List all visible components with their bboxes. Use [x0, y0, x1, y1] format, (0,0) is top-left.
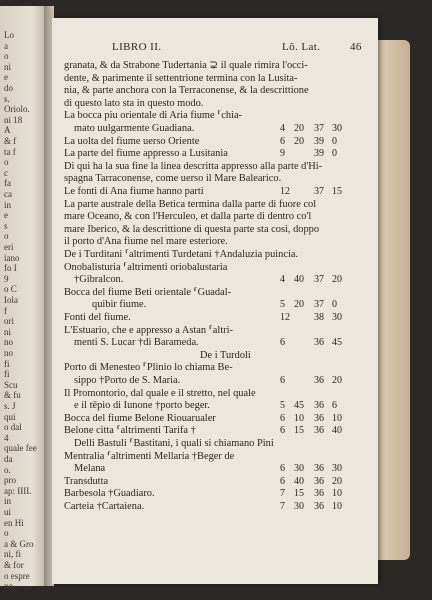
text-line: La uolta del fiume uerso Oriente	[64, 135, 200, 147]
coordinate-value: 6	[280, 375, 285, 386]
text-line: Onobalisturia ⸢altrimenti oriobalustaria	[64, 261, 228, 273]
text-line: mare Oceano, & con l'Herculeo, et dalla parte di dentro co'l	[64, 211, 312, 223]
left-page-text: fi	[4, 369, 10, 380]
coordinate-value: 10	[332, 412, 342, 424]
coordinate-value: 4	[280, 274, 285, 286]
left-page-text: ap: IIII.	[4, 485, 32, 496]
coordinate-value: 30	[332, 312, 342, 323]
left-page-text: o	[4, 231, 9, 242]
text-line: Bocca del fiume Belone Riouarualer	[64, 412, 216, 424]
left-page-text: do	[4, 83, 13, 93]
left-page-text: s	[4, 220, 8, 231]
coordinate-value: 7	[280, 488, 285, 500]
left-page-text: Oriolo.	[4, 104, 30, 115]
left-page-text: & for	[4, 560, 24, 570]
text-line: mato uulgarmente Guadiana.	[74, 123, 195, 134]
coordinate-value: 10	[332, 501, 342, 512]
left-page-text: no	[4, 337, 13, 348]
left-page-text: o dal	[4, 422, 22, 433]
coordinate-value: 20	[294, 135, 304, 147]
left-page-text: s. J	[4, 401, 16, 411]
left-page-text: fa	[4, 178, 11, 189]
left-page-text: A	[4, 125, 11, 136]
coordinate-value: 7	[280, 501, 285, 512]
left-page-text: iano	[4, 252, 20, 263]
text-line: Carteia †Cartaiena.	[64, 501, 145, 512]
left-page-text: no	[4, 581, 13, 592]
text-line: nia, & parte anchora con la Terraconense, & la descrittione	[64, 85, 309, 97]
text-line: Mentralia ⸢altrimenti Mellaria †Beger de	[64, 450, 235, 462]
coordinate-value: 20	[332, 475, 342, 487]
coordinate-value: 40	[332, 425, 342, 437]
coordinate-value: 36	[314, 412, 324, 424]
left-page-text: ui	[4, 507, 12, 517]
left-page-text: 4	[4, 432, 9, 443]
coordinate-value: 6	[332, 400, 337, 412]
coordinate-value: 40	[294, 274, 304, 286]
text-line: La bocca piu orientale di Aria fiume ⸢chia-	[64, 110, 243, 122]
left-page-fragment	[0, 6, 46, 592]
text-line: L'Estuario, che e appresso a Astan ⸢altri-	[64, 324, 233, 336]
coordinate-value: 6	[280, 412, 285, 424]
coordinate-value: 15	[294, 425, 304, 437]
text-line: e il tēpio di Iunone †porto beger.	[74, 400, 210, 412]
coordinate-value: 6	[280, 135, 285, 147]
text-line: Porto di Menesteo ⸢Plinio lo chiama Be-	[64, 362, 233, 374]
left-page-text: fi	[4, 358, 10, 369]
text-line: quibir fiume.	[92, 299, 147, 311]
text-line: granata, & da Strabone Tudertania ⊋ il quale rimira l'occi-	[64, 60, 308, 71]
text-line: Bocca del fiume Beti orientale ⸢Guadal-	[64, 286, 232, 298]
text-line: Transdutta	[64, 475, 109, 487]
text-line: dente, & parimente il settentrione termina con la Lusita-	[64, 72, 298, 84]
coordinate-value: 30	[332, 463, 342, 475]
left-page-text: o	[4, 157, 9, 168]
coordinate-value: 37	[314, 123, 324, 134]
text-line: Il Promontorio, dal quale e il stretto, nel quale	[64, 387, 256, 399]
coordinate-value: 20	[332, 375, 342, 386]
coordinate-value: 10	[294, 412, 304, 424]
left-page-text: eri	[4, 242, 14, 252]
text-line: De i Turdoli	[200, 349, 251, 361]
coordinate-value: 0	[332, 299, 337, 311]
left-page-text: pro	[4, 475, 16, 486]
coordinate-value: 37	[314, 186, 324, 197]
coordinate-value: 30	[294, 463, 304, 475]
coordinate-value: 4	[280, 123, 285, 134]
column-heading: Lõ. Lat.	[282, 41, 321, 53]
left-page-text: o	[4, 528, 9, 539]
coordinate-value: 36	[314, 400, 324, 412]
text-line: Melana	[74, 463, 106, 475]
left-page-text: & f	[4, 136, 17, 146]
text-line: spagna Tarraconense, come uerso il Mare Balearico.	[64, 173, 282, 185]
coordinate-value: 30	[294, 501, 304, 512]
left-page-text: e	[4, 72, 8, 83]
coordinate-value: 15	[332, 186, 342, 197]
coordinate-value: 12	[280, 312, 290, 323]
coordinate-value: 5	[280, 299, 285, 311]
left-page-text: o C	[4, 284, 17, 295]
text-line: Di qui ha la sua fine la linea descritta appresso alla parte d'Hi-	[64, 160, 323, 172]
coordinate-value: 39	[314, 148, 324, 160]
text-line: il porto d'Ana fiume nel mare esteriore.	[64, 236, 228, 248]
left-page-text: ca	[4, 189, 12, 199]
text-line: De i Turditani ⸢altrimenti Turdetani †Andaluzia puincia.	[64, 249, 299, 260]
left-page-text: quale fee	[4, 443, 37, 454]
coordinate-value: 36	[314, 488, 324, 500]
left-page-text: c	[4, 167, 8, 178]
left-page-text: a	[4, 40, 8, 51]
coordinate-value: 36	[314, 375, 324, 386]
coordinate-value: 6	[280, 337, 285, 349]
text-line: La parte australe della Betica termina dalla parte di fuore col	[64, 198, 317, 210]
left-page-text: in	[4, 496, 12, 507]
coordinate-value: 6	[280, 425, 285, 437]
left-page-text: ni, fi	[4, 549, 21, 560]
text-line: mare Iberico, & la descrittione di questa parte sta cosi, doppo	[64, 223, 320, 235]
left-page-text: no	[4, 348, 13, 358]
left-page-text: ni 18	[4, 114, 23, 125]
coordinate-value: 12	[280, 186, 290, 197]
coordinate-value: 0	[332, 148, 337, 160]
book-page	[52, 18, 378, 584]
left-page-text: qui	[4, 411, 16, 422]
text-line: Belone citta ⸢altrimenti Tarifa †	[64, 425, 196, 437]
text-line: sippo †Porto de S. Maria.	[74, 375, 181, 386]
left-page-text: 9	[4, 273, 9, 284]
left-page-text: ni	[4, 326, 12, 337]
coordinate-value: 0	[332, 135, 337, 147]
text-line: Le fonti di Ana fiume hanno parti	[64, 186, 204, 197]
coordinate-value: 37	[314, 299, 324, 311]
coordinate-value: 37	[314, 274, 324, 286]
coordinate-value: 6	[280, 463, 285, 475]
coordinate-value: 6	[280, 475, 285, 487]
text-line: di questo lato sta in questo modo.	[64, 97, 204, 109]
text-line: Delli Bastuli ⸢Bastitani, i quali si chiamano Pini	[74, 438, 274, 449]
coordinate-value: 45	[332, 337, 342, 349]
coordinate-value: 20	[294, 123, 304, 134]
left-page-text: o espre	[4, 570, 30, 581]
text-line: menti S. Lucar †di Barameda.	[74, 337, 199, 349]
running-header	[52, 42, 378, 56]
left-page-text: o.	[4, 464, 11, 475]
coordinate-value: 30	[332, 123, 342, 134]
coordinate-value: 36	[314, 501, 324, 512]
left-page-text: ni	[4, 61, 12, 72]
left-page-text: a & Gro	[4, 538, 34, 549]
left-page-text: & fu	[4, 390, 21, 401]
text-line: Fonti del fiume.	[64, 312, 131, 323]
left-page-text: o	[4, 51, 9, 62]
left-page-text: in	[4, 199, 12, 210]
coordinate-value: 39	[314, 135, 324, 147]
coordinate-value: 36	[314, 463, 324, 475]
text-line: †Gibralcon.	[74, 274, 124, 286]
left-page-text: e	[4, 210, 8, 221]
coordinate-value: 45	[294, 400, 304, 412]
coordinate-value: 20	[294, 299, 304, 311]
left-page-text: fo I	[4, 263, 17, 274]
page-number: 46	[350, 41, 362, 53]
coordinate-value: 36	[314, 475, 324, 487]
coordinate-value: 36	[314, 425, 324, 437]
coordinate-value: 40	[294, 475, 304, 487]
left-page-text: Iola	[4, 295, 18, 305]
left-page-text: f	[4, 305, 7, 316]
coordinate-value: 15	[294, 488, 304, 500]
coordinate-value: 5	[280, 400, 285, 412]
coordinate-value: 10	[332, 488, 342, 500]
coordinate-value: 38	[314, 312, 324, 323]
coordinate-value: 36	[314, 337, 324, 349]
coordinate-value: 20	[332, 274, 342, 286]
text-line: La parte del fiume appresso a Lusitania	[64, 148, 228, 160]
book-section-title: LIBRO II.	[112, 41, 162, 53]
left-page-text: da	[4, 454, 13, 464]
left-page-text: ori	[4, 316, 14, 327]
left-page-text: en Hi	[4, 517, 24, 528]
left-page-text: ta f	[4, 146, 16, 157]
left-page-text: s.	[4, 93, 10, 104]
left-page-text: Scu	[4, 379, 18, 390]
coordinate-value: 9	[280, 148, 285, 160]
left-page-text: Lo	[4, 30, 14, 40]
text-line: Barbesola †Guadiaro.	[64, 488, 155, 500]
